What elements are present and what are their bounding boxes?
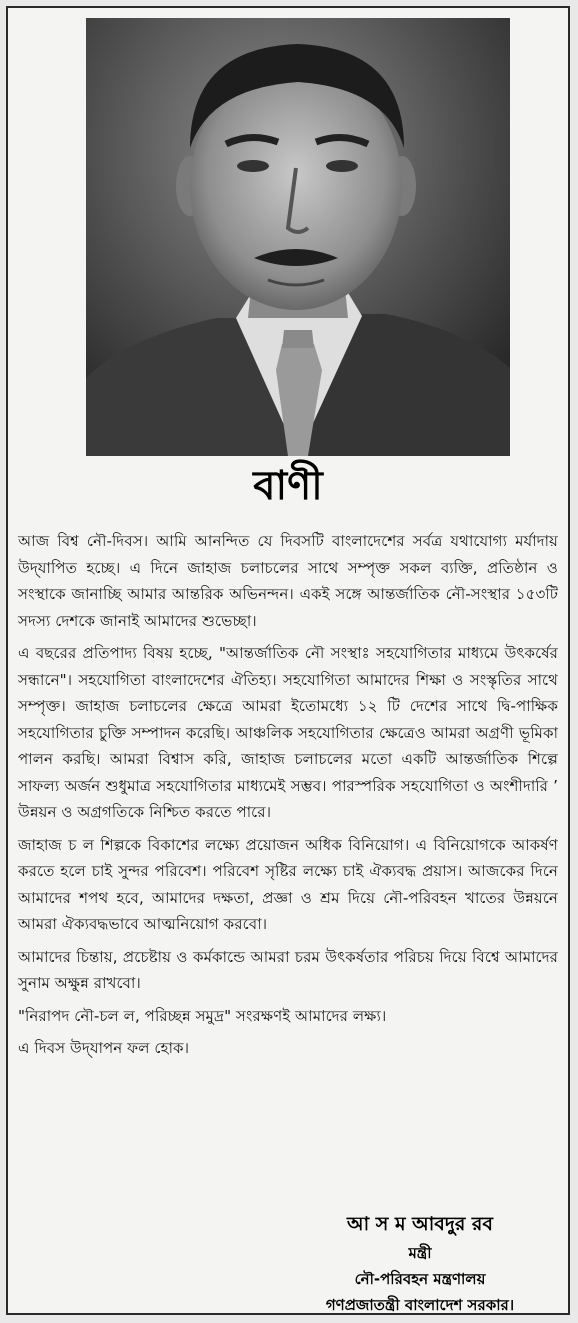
signatory-ministry: নৌ-পরিবহন মন্ত্রণালয় — [354, 1270, 486, 1288]
paragraph: জাহাজ চ ল শিল্পকে বিকাশের লক্ষ্যে প্রয়োজন অধিক বিনিয়োগ। এ বিনিয়োগকে আকর্ষণ করতে হলে চাই সুন্দর পরিবেশ। পরিবেশ সৃষ্টির লক্ষ্যে চাই ঐক্যবদ্ধ প্রয়াস। আজকের দিনে আমাদের শপথ হবে, আমাদের দক্ষতা, প্রজ্ঞা ও শ্রম দিয়ে নৌ-পরিবহন খাতের উন্নয়নে আমরা ঐক্যবদ্ধভাবে আত্মনিয়োগ করবো। — [18, 835, 558, 933]
paragraph: আজ বিশ্ব নৌ-দিবস। আমি আনন্দিত যে দিবসটি বাংলাদেশের সর্বত্র যথাযোগ্য মর্যাদায় উদ্‌যাপিত হচ্ছে। এ দিনে জাহাজ চলাচলের সাথে সম্পৃক্ত সকল ব্যক্তি, প্রতিষ্ঠান ও সংস্থাকে জানাচ্ছি আমার আন্তরিক অভিনন্দন। একই সঙ্গে আন্তর্জাতিক নৌ-সংস্থার ১৫৩টি সদস্য দেশকে জানাই আমাদের শুভেচ্ছা। — [18, 532, 558, 630]
page-title: বাণী — [253, 463, 323, 509]
message-body — [18, 528, 558, 1068]
portrait-illustration — [86, 18, 510, 456]
paragraph: "নিরাপদ নৌ-চল ল, পরিচ্ছন্ন সমুদ্র" সংরক্ষণই আমাদের লক্ষ্য। — [18, 1006, 387, 1025]
signatory-name: আ স ম আবদুর রব — [347, 1213, 493, 1235]
signatory-government: গণপ্রজাতন্ত্রী বাংলাদেশ সরকার। — [325, 1296, 515, 1314]
paragraph: এ বছরের প্রতিপাদ্য বিষয় হচ্ছে, "আন্তর্জাতিক নৌ সংস্থাঃ সহযোগিতার মাধ্যমে উৎকর্ষের সন্ধানে"। সহযোগিতা বাংলাদেশের ঐতিহ্য। সহযোগিতা আমাদের শিক্ষা ও সংস্কৃতির সাথে সম্পৃক্ত। জাহাজ চলাচলের ক্ষেত্রে আমরা ইতোমধ্যে ১২ টি দেশের সাথে দ্বি-পাক্ষিক সহযোগিতার চুক্তি সম্পাদন করেছি। আঞ্চলিক সহযোগিতার ক্ষেত্রেও আমরা অগ্রণী ভূমিকা পালন করছি। আমরা বিশ্বাস করি, জাহাজ চলাচলের মতো একটি আন্তর্জাতিক শিল্পে সাফল্য অর্জন শুধুমাত্র সহযোগিতার মাধ্যমেই সম্ভব। পারস্পরিক সহযোগিতা ও অংশীদারি ’ উন্নয়ন ও অগ্রগতিকে নিশ্চিত করতে পারে। — [18, 644, 558, 821]
signatory-designation: মন্ত্রী — [408, 1244, 432, 1262]
message-page — [6, 6, 570, 1315]
paragraph: এ দিবস উদ্‌যাপন ফল হোক। — [18, 1039, 190, 1057]
portrait-photo — [86, 18, 510, 456]
signature-block — [290, 1208, 550, 1318]
paragraph: আমাদের চিন্তায়, প্রচেষ্টায় ও কর্মকান্ডে আমরা চরম উৎকর্ষতার পরিচয় দিয়ে বিশ্বে আমাদের সুনাম অক্ষুন্ন রাখবো। — [18, 947, 558, 992]
